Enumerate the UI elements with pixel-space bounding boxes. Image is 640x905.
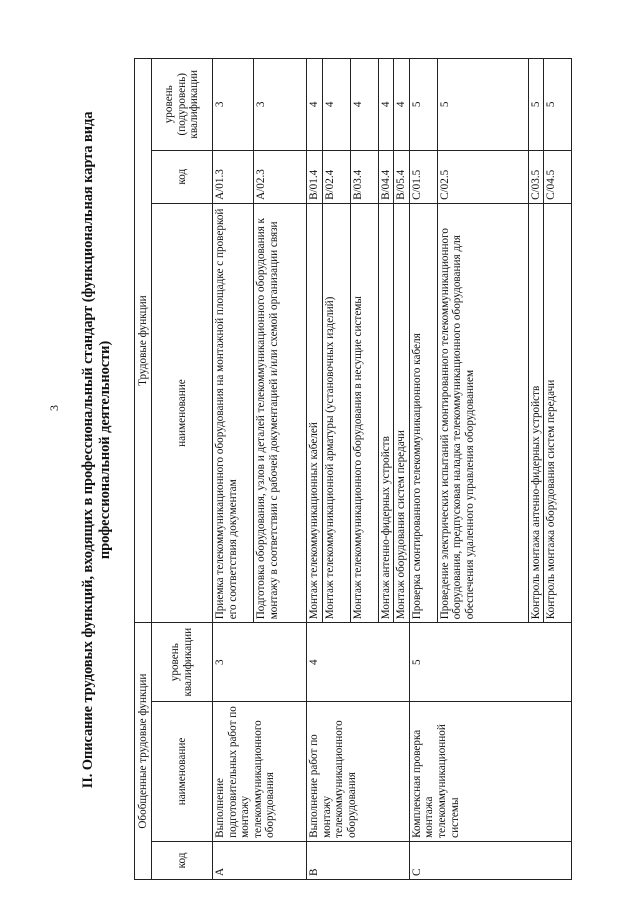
table-row	[307, 59, 323, 880]
tf-name: Подготовка оборудования, узлов и деталей телекоммуникационного оборудования к монтажу в соответствии с рабочей документацией и/или схемой организации связи	[254, 203, 307, 622]
col-header-tf-level: уровень (подуровень) квалификации	[152, 59, 213, 151]
col-header-level: уровень квалификации	[152, 623, 213, 702]
tf-level: 5	[544, 59, 572, 151]
tf-code: B/05.4	[394, 150, 410, 203]
tf-code: A/02.3	[254, 150, 307, 203]
tf-name: Монтаж телекоммуникационных кабелей	[307, 203, 323, 622]
group-header-row	[135, 59, 152, 880]
functional-map-table	[134, 58, 572, 880]
tf-code: B/03.4	[350, 150, 378, 203]
tf-level: 4	[394, 59, 410, 151]
tf-level: 4	[307, 59, 323, 151]
labor-functions-header: Трудовые функции	[135, 59, 152, 623]
tf-name: Монтаж антенно-фидерных устройств	[378, 203, 394, 622]
gtf-code: C	[409, 841, 572, 879]
gtf-level: 4	[307, 623, 410, 702]
gtf-name: Выполнение подготовительных работ по монтажу телекоммуникационного оборудования	[213, 702, 307, 842]
tf-code: C/03.5	[528, 150, 544, 203]
tf-code: C/04.5	[544, 150, 572, 203]
tf-level: 3	[213, 59, 254, 151]
tf-level: 5	[437, 59, 528, 151]
section-heading	[80, 20, 130, 880]
tf-code: C/01.5	[409, 150, 437, 203]
gtf-name: Комплексная проверка монтажа телекоммуникационной системы	[409, 702, 572, 842]
tf-code: A/01.3	[213, 150, 254, 203]
tf-level: 5	[409, 59, 437, 151]
gtf-level: 5	[409, 623, 572, 702]
col-header-name: наименование	[152, 702, 213, 842]
table-row	[213, 59, 254, 880]
tf-name: Проверка смонтированного телекоммуникационного кабеля	[409, 203, 437, 622]
tf-name: Проведение электрических испытаний смонтированного телекоммуникационного оборудования, предпусковая наладка телекоммуникационного оборудования для обеспечения удаленного управления оборудованием	[437, 203, 528, 622]
page-number: 3	[47, 405, 61, 411]
generalized-functions-header: Обобщенные трудовые функции	[135, 623, 152, 880]
gtf-code: B	[307, 841, 410, 879]
tf-level: 4	[378, 59, 394, 151]
tf-name: Контроль монтажа оборудования систем передачи	[544, 203, 572, 622]
tf-name: Монтаж телекоммуникационного оборудования в несущие системы	[350, 203, 378, 622]
tf-code: B/04.4	[378, 150, 394, 203]
tf-level: 4	[350, 59, 378, 151]
tf-code: C/02.5	[437, 150, 528, 203]
tf-name: Монтаж оборудования систем передачи	[394, 203, 410, 622]
column-header-row	[152, 59, 213, 880]
tf-level: 5	[528, 59, 544, 151]
col-header-tf-code: код	[152, 150, 213, 203]
tf-code: B/02.4	[322, 150, 350, 203]
col-header-code: код	[152, 841, 213, 879]
heading-line-2: профессиональной деятельности)	[97, 340, 113, 560]
heading-line-1: II. Описание трудовых функций, входящих в профессиональный стандарт (функциональная карта вида	[80, 111, 96, 789]
gtf-level: 3	[213, 623, 307, 702]
tf-level: 4	[322, 59, 350, 151]
col-header-tf-name: наименование	[152, 203, 213, 622]
rotated-page-content	[80, 20, 558, 880]
tf-code: B/01.4	[307, 150, 323, 203]
tf-name: Приемка телекоммуникационного оборудования на монтажной площадке с проверкой его соответствия документам	[213, 203, 254, 622]
table-row	[409, 59, 437, 880]
tf-name: Контроль монтажа антенно-фидерных устройств	[528, 203, 544, 622]
tf-level: 3	[254, 59, 307, 151]
gtf-name: Выполнение работ по монтажу телекоммуникационного оборудования	[307, 702, 410, 842]
tf-name: Монтаж телекоммуникационной арматуры (установочных изделий)	[322, 203, 350, 622]
gtf-code: A	[213, 841, 307, 879]
